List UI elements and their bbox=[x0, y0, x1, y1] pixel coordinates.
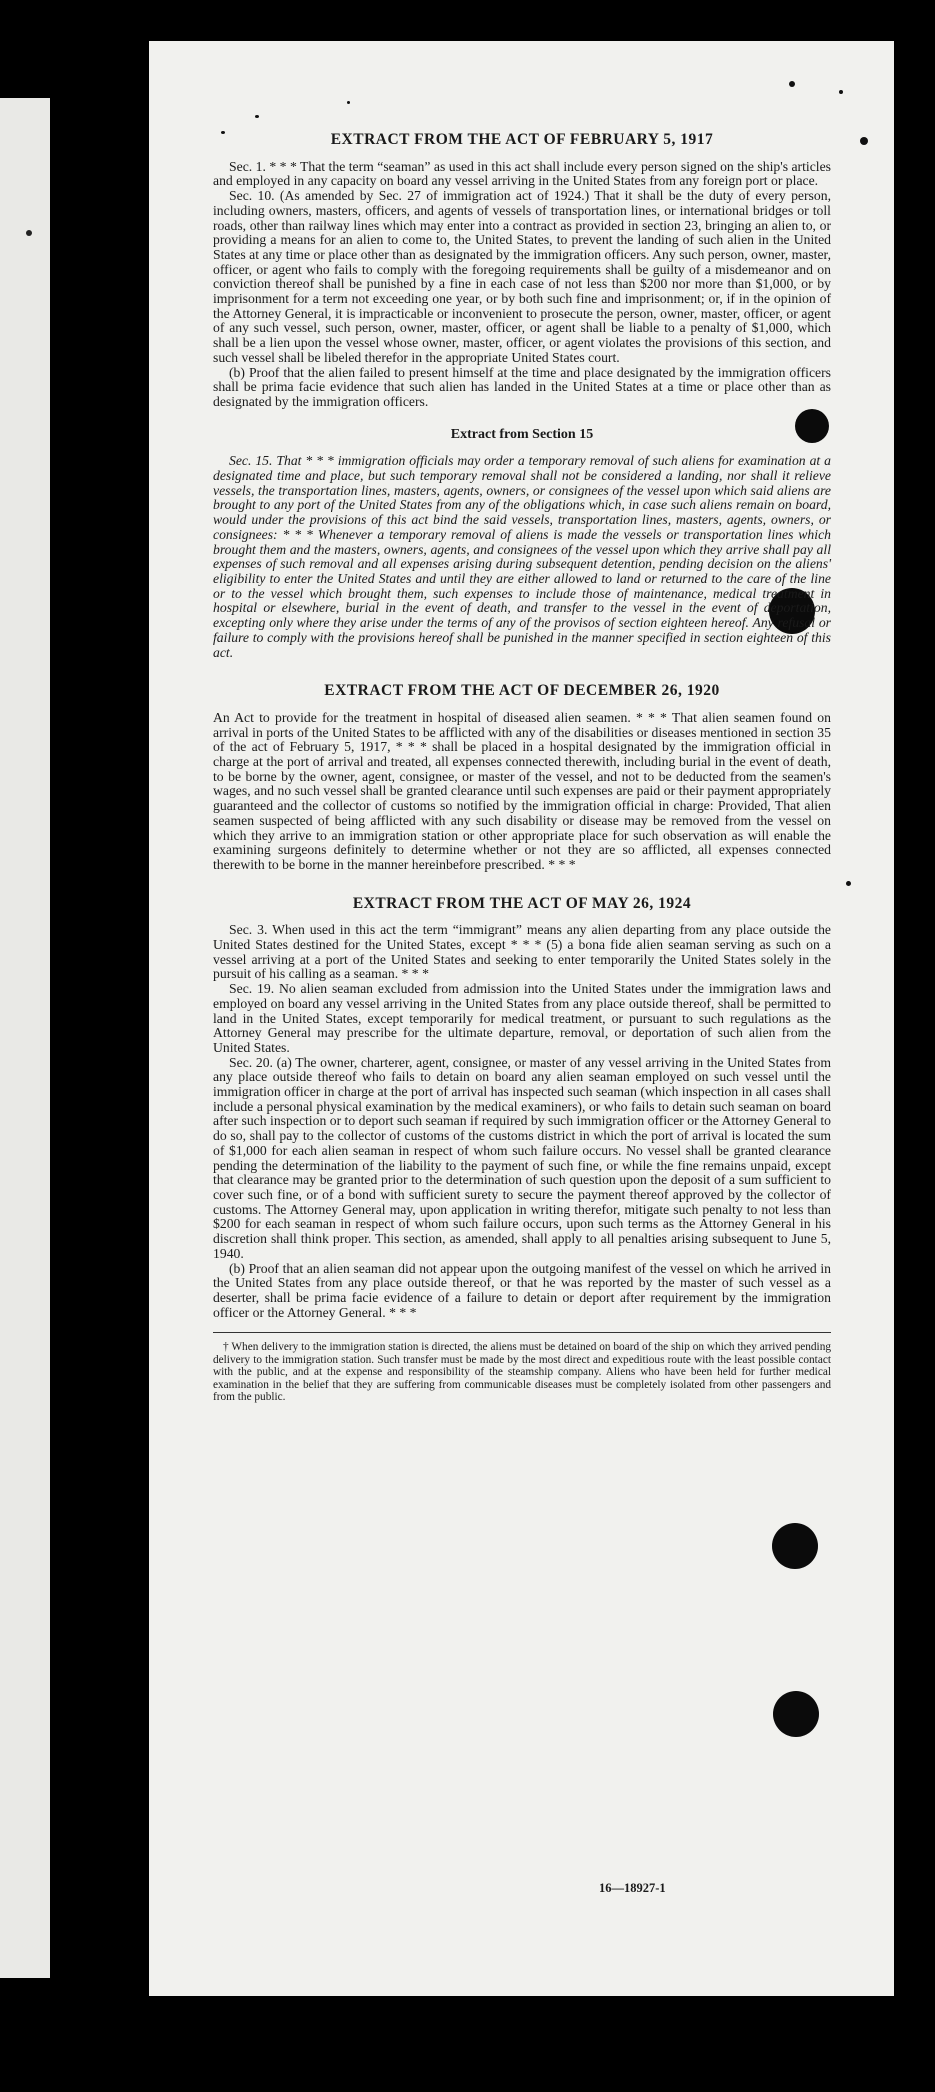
ink-speck bbox=[26, 230, 32, 236]
ink-speck bbox=[860, 137, 868, 145]
ink-speck bbox=[846, 881, 851, 886]
ink-speck bbox=[255, 115, 259, 118]
adjacent-page-strip bbox=[0, 98, 50, 1978]
footnote-divider bbox=[213, 1332, 831, 1333]
document-body bbox=[213, 133, 831, 1403]
form-number: 16—18927-1 bbox=[599, 1881, 666, 1895]
paragraph-sec-1: Sec. 1. * * * That the term “seaman” as used in this act shall include every person signed on the ship's articles and employed in any capacity on board any vessel arriving in the United States from any foreign port or place. bbox=[213, 158, 831, 189]
punch-hole bbox=[773, 1691, 819, 1737]
heading-section-15: Extract from Section 15 bbox=[450, 426, 594, 442]
footnote-text: † When delivery to the immigration station is directed, the aliens must be detained on board of the ship on which they arrived pending delivery to the immigration station. Such transfer must be made by the most direct and expeditious route with the least possible contact with the public, and at the expense and responsibility of the steamship company. Aliens who have been held for further medical examination in the belief that they are suffering from communicable diseases must be completely isolated from other passengers and from the public. bbox=[213, 1341, 831, 1403]
heading-act-1924: EXTRACT FROM THE ACT OF MAY 26, 1924 bbox=[352, 894, 692, 912]
document-page bbox=[149, 41, 894, 1996]
paragraph-sec-19: Sec. 19. No alien seaman excluded from admission into the United States under the immigration laws and employed on board any vessel arriving in the United States from any place outside thereof, shall be permitted to land in the United States, except temporarily for medical treatment, or pursuant to such regulations as the Attorney General may prescribe for the ultimate departure, removal, or deportation of such alien from the United States. bbox=[213, 981, 831, 1055]
paragraph-sec-15: Sec. 15. That * * * immigration officials may order a temporary removal of such aliens for examination at a designated time and place, but such temporary removal shall not be considered a landing, nor shall it relieve vessels, the transportation lines, masters, agents, owners, or consignees of the vessel upon which said aliens are brought to any port of the United States from any of the obligations which, in case such aliens remain on board, would under the provisions of this act bind the said vessels, transportation lines, masters, agents, owners, or consignees: * * * Whenever a temporary removal of aliens is made the vessels or transportation lines which brought them and the masters, owners, agents, and consignees of the vessel upon which they arrive shall pay all expenses of such removal and all expenses arising during subsequent detention, pending decision on the aliens' eligibility to enter the United States and until they are either allowed to land or returned to the care of the line or to the vessel which brought them, such expenses to include those of maintenance, medical treatment in hospital or elsewhere, burial in the event of death, and transfer to the vessel in the event of deportation, excepting only where they arise under the terms of any of the provisos of section eighteen hereof. Any refusal or failure to comply with the provisions hereof shall be punished in the manner specified in section eighteen of this act. bbox=[213, 453, 831, 660]
ink-speck bbox=[789, 81, 795, 87]
heading-act-1920: EXTRACT FROM THE ACT OF DECEMBER 26, 1920 bbox=[324, 682, 720, 700]
paragraph-sec-10: Sec. 10. (As amended by Sec. 27 of immigration act of 1924.) That it shall be the duty of every person, including owners, masters, officers, and agents of vessels of transportation lines, or international bridges or toll roads, other than railway lines which may enter into a contract as provided in section 23, bringing an alien to, or providing a means for an alien to come to, the United States, to prevent the landing of such alien in the United States at any time or place other than as designated by the immigration officers. Any such person, owner, master, officer, or agent who fails to comply with the foregoing requirements shall be guilty of a misdemeanor and on conviction thereof shall be punished by a fine in each case of not less than $200 nor more than $1,000, or by imprisonment for a term not exceeding one year, or by both such fine and imprisonment; or, if in the opinion of the Attorney General, it is impracticable or inconvenient to prosecute the person, owner, master, officer, or agent of any such vessel, such person, owner, master, officer, or agent shall be liable to a penalty of $1,000, which shall be a lien upon the vessel whose owner, master, officer, or agent violates the provisions of this section, and such vessel shall be libeled therefor in the appropriate United States court. bbox=[213, 188, 831, 365]
paragraph-sec-20b: (b) Proof that an alien seaman did not appear upon the outgoing manifest of the vessel on which he arrived in the United States from any place outside thereof, or that he was reported by the master of such vessel as a deserter, shall be prima facie evidence of a failure to detain or deport after requirement by the immigration officer or the Attorney General. * * * bbox=[213, 1260, 831, 1320]
paragraph-sec-20: Sec. 20. (a) The owner, charterer, agent, consignee, or master of any vessel arriving in the United States from any place outside thereof who fails to detain on board any alien seaman employed on such vessel until the immigration officer in charge at the port of arrival has inspected such seaman (which inspection in all cases shall include a personal physical examination by the medical examiners), or who fails to detain such seaman on board after such inspection or to deport such seaman if required by such immigration officer or the Attorney General to do so, shall pay to the collector of customs of the customs district in which the port of arrival is located the sum of $1,000 for each alien seaman in respect of whom such failure occurs. No vessel shall be granted clearance pending the determination of the liability to the payment of such fine, or while the fine remains unpaid, except that clearance may be granted prior to the determination of such question upon the deposit of a sum sufficient to cover such fine, or of a bond with sufficient surety to secure the payment thereof approved by the collector of customs. The Attorney General may, upon application in writing therefor, mitigate such penalty to not less than $200 for each seaman in respect of whom such failure occurs, upon such terms as the Attorney General in his discretion shall think proper. This section, as amended, shall apply to all penalties arising subsequent to June 5, 1940. bbox=[213, 1054, 831, 1261]
punch-hole bbox=[772, 1523, 818, 1569]
paragraph-act-1920: An Act to provide for the treatment in hospital of diseased alien seamen. * * * That alien seamen found on arrival in ports of the United States to be afflicted with any of the disabilities or diseases mentioned in section 35 of the act of February 5, 1917, * * * shall be placed in a hospital designated by the immigration official in charge at the port of arrival and treated, all expenses connected therewith, including burial in the event of death, to be borne by the owner, agent, consignee, or master of the vessel, and not to be deducted from the seamen's wages, and no such vessel shall be granted clearance until such expenses are paid or their payment appropriately guaranteed and the collector of customs so notified by the immigration official in charge: Provided, That alien seamen suspected of being afflicted with any such disability or disease may be removed from the vessel on which they arrive to an immigration station or other appropriate place for such observation as will enable the examining surgeons definitely to determine whether or not they are so afflicted, all expenses connected therewith to be borne in the manner hereinbefore prescribed. * * * bbox=[213, 709, 831, 872]
ink-speck bbox=[347, 101, 350, 104]
paragraph-sec-3: Sec. 3. When used in this act the term “immigrant” means any alien departing from any place outside the United States destined for the United States, except * * * (5) a bona fide alien seaman serving as such on a vessel arriving at a port of the United States and seeking to enter temporarily the United States solely in the pursuit of his calling as a seaman. * * * bbox=[213, 922, 831, 982]
ink-speck bbox=[839, 90, 843, 94]
footnote bbox=[213, 1341, 831, 1403]
section-15-block bbox=[213, 454, 831, 660]
paragraph-sec-10b: (b) Proof that the alien failed to present himself at the time and place designated by the immigration officers shall be prima facie evidence that such alien has landed in the United States at a time or place other than as designated by the immigration officers. bbox=[213, 364, 831, 409]
heading-act-1917: EXTRACT FROM THE ACT OF FEBRUARY 5, 1917 bbox=[330, 131, 714, 148]
